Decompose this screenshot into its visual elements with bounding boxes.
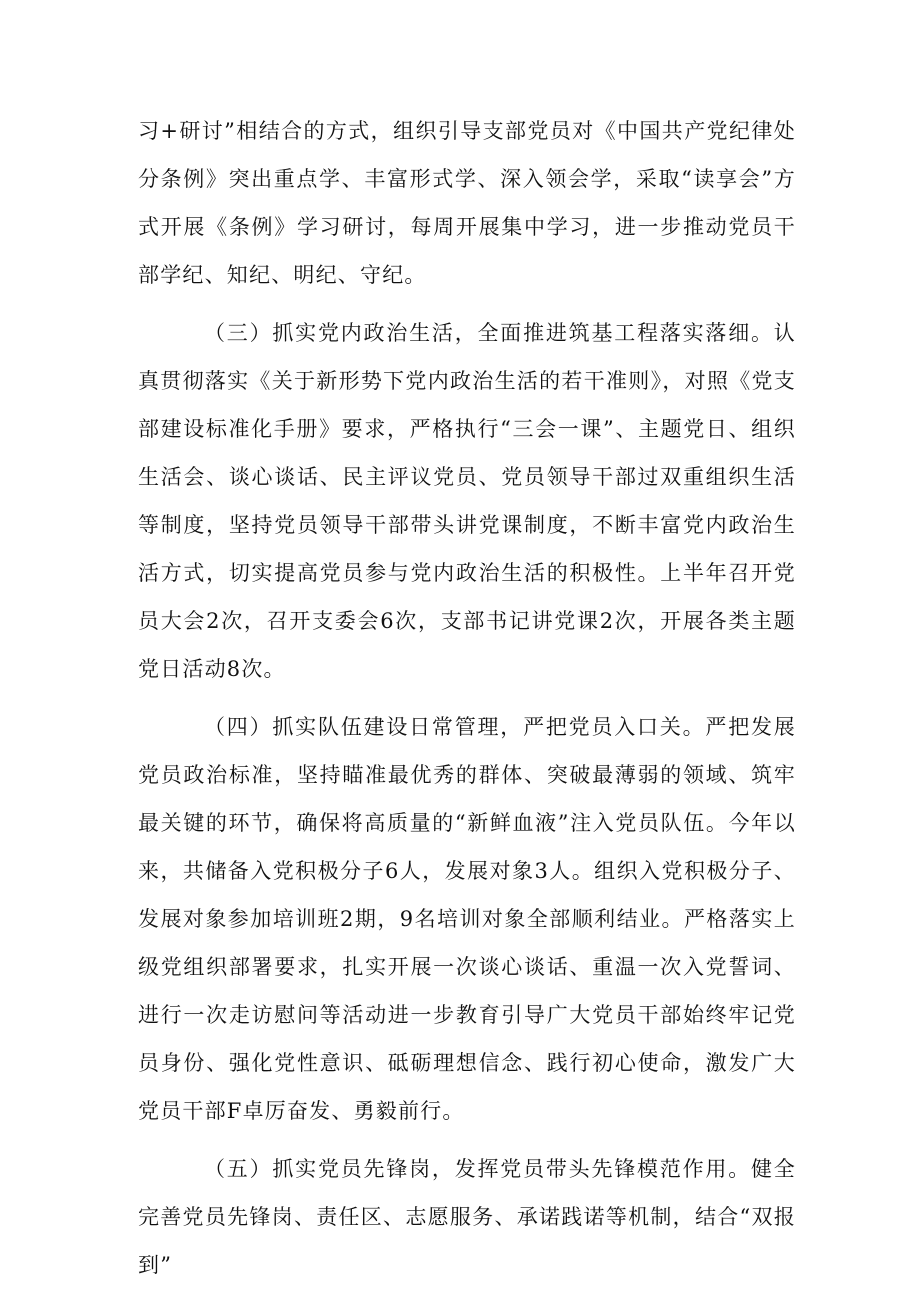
paragraph-gap	[138, 1135, 796, 1145]
paragraph-section-5: （五）抓实党员先锋岗，发挥党员带头先锋模范作用。健全完善党员先锋岗、责任区、志愿服务、承诺践诺等机制，结合“双报到”	[138, 1157, 796, 1277]
paragraph-section-4: （四）抓实队伍建设日常管理，严把党员入口关。严把发展党员政治标准，坚持瞄准最优秀的群体、突破最薄弱的领域、筑牢最关键的环节，确保将高质量的“新鲜血液”注入党员队伍。今年以来，共储备入党积极分子6人，发展对象3人。组织入党积极分子、发展对象参加培训班2期，9名培训对象全部顺利结业。严格落实上级党组织部署要求，扎实开展一次谈心谈话、重温一次入党誓词、进行一次走访慰问等活动进一步教育引导广大党员干部始终牢记党员身份、强化党性意识、砥砺理想信念、践行初心使命，激发广大党员干部F卓厉奋发、勇毅前行。	[138, 715, 796, 1123]
paragraph-gap	[138, 299, 796, 309]
paragraph-section-3: （三）抓实党内政治生活，全面推进筑基工程落实落细。认真贯彻落实《关于新形势下党内政治生活的若干准则》，对照《党支部建设标准化手册》要求，严格执行“三会一课”、主题党日、组织生活会、谈心谈话、民主评议党员、党员领导干部过双重组织生活等制度，坚持党员领导干部带头讲党课制度，不断丰富党内政治生活方式，切实提高党员参与党内政治生活的积极性。上半年召开党员大会2次，召开支委会6次，支部书记讲党课2次，开展各类主题党日活动8次。	[138, 321, 796, 681]
document-body	[138, 107, 796, 1289]
paragraph-continuation: 习+研讨”相结合的方式，组织引导支部党员对《中国共产党纪律处分条例》突出重点学、丰富形式学、深入领会学，采取“读享会”方式开展《条例》学习研讨，每周开展集中学习，进一步推动党员干部学纪、知纪、明纪、守纪。	[138, 119, 796, 287]
paragraph-gap	[138, 693, 796, 703]
